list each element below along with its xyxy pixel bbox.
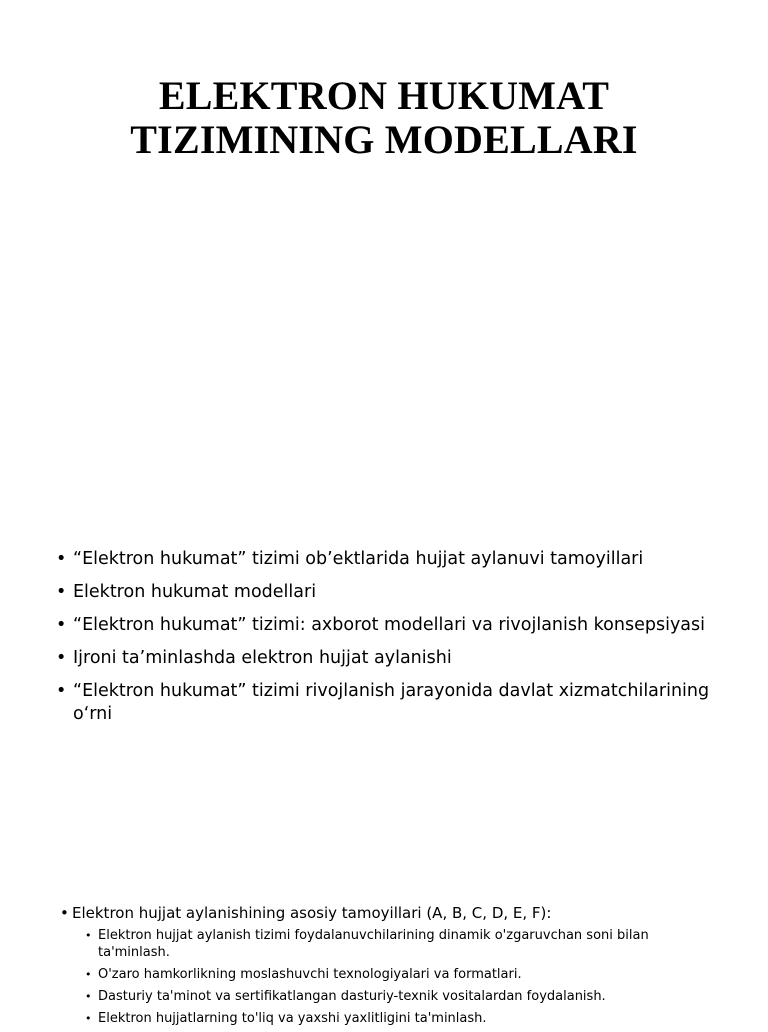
principle-item: • Elektron hujjatlarning to'liq va yaxshi yaxlitligini ta'minlash. xyxy=(85,1010,700,1027)
page-title-line-2: TIZIMINING MODELLARI xyxy=(130,117,638,162)
principles-heading: • Elektron hujjat aylanishining asosiy tamoyillari (A, B, C, D, E, F): xyxy=(60,902,700,924)
principle-item: • Dasturiy ta'minot va sertifikatlangan dasturiy-texnik vositalardan foydalanish. xyxy=(85,988,700,1005)
principle-item: • Elektron hujjat aylanish tizimi foydalanuvchilarining dinamik o'zgaruvchan soni bilan ta'minlash. xyxy=(85,927,700,961)
page-title xyxy=(0,74,768,162)
topic-item: • “Elektron hukumat” tizimi rivojlanish jarayonida davlat xizmatchilarining o‘rni xyxy=(56,680,716,726)
principles-list xyxy=(60,927,700,1027)
principle-item: • O'zaro hamkorlikning moslashuvchi texnologiyalari va formatlari. xyxy=(85,966,700,983)
topic-item: • Elektron hukumat modellari xyxy=(56,581,716,604)
page-title-line-1: ELEKTRON HUKUMAT xyxy=(158,73,610,118)
topics-list xyxy=(56,548,716,736)
principles-section xyxy=(60,902,700,1032)
topic-item: • “Elektron hukumat” tizimi ob’ektlarida hujjat aylanuvi tamoyillari xyxy=(56,548,716,571)
topic-item: • “Elektron hukumat” tizimi: axborot modellari va rivojlanish konsepsiyasi xyxy=(56,614,716,637)
topic-item: • Ijroni ta’minlashda elektron hujjat aylanishi xyxy=(56,647,716,670)
